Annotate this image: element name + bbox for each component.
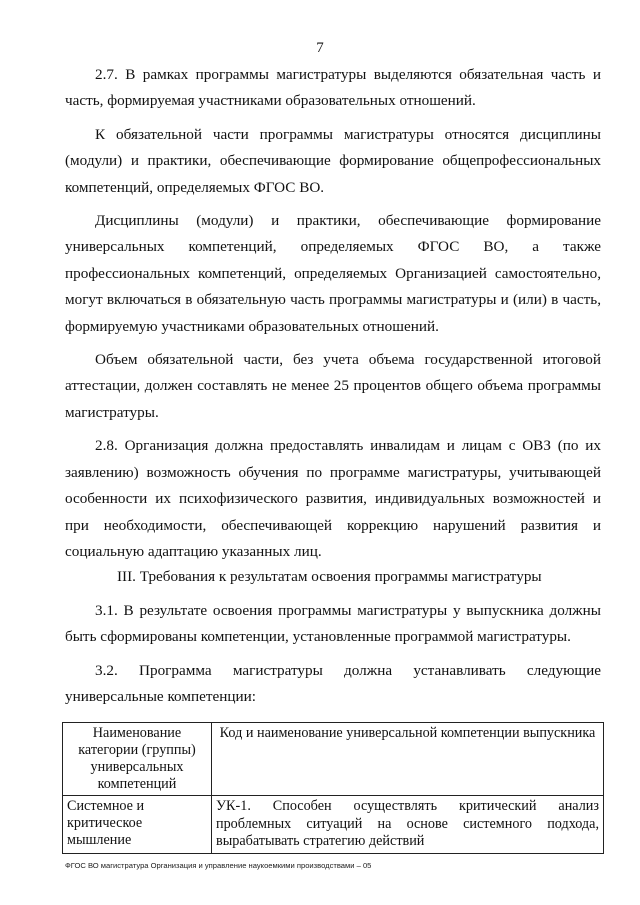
section-text: [65, 598, 601, 718]
header-competence: Код и наименование универсальной компетенции выпускника: [212, 723, 604, 796]
paragraph-disciplines: Дисциплины (модули) и практики, обеспечивающие формирование универсальных компетенций, определяемых ФГОС ВО, а также профессиональных компетенций, определяемых Организацией самостоятельно, могут включаться в обязательную часть программы магистратуры и (или) в часть, формируемую участниками образовательных отношений.: [65, 212, 601, 335]
paragraph-mandatory-part: К обязательной части программы магистратуры относятся дисциплины (модули) и практики, обеспечивающие формирование общепрофессиональных компетенций, определяемых ФГОС ВО.: [65, 125, 601, 196]
body-text: [65, 62, 601, 572]
table-row: [63, 796, 604, 854]
paragraph-2-8: 2.8. Организация должна предоставлять инвалидам и лицам с ОВЗ (по их заявлению) возможность обучения по программе магистратуры, учитывающей особенности их психофизического развития, индивидуальных возможностей и при необходимости, обеспечивающей коррекцию нарушений развития и социальную адаптацию указанных лиц.: [65, 437, 601, 560]
table-header-row: [63, 723, 604, 796]
row-competence: УК-1. Способен осуществлять критический анализ проблемных ситуаций на основе системного подхода, вырабатывать стратегию действий: [212, 796, 604, 854]
paragraph-2-7: 2.7. В рамках программы магистратуры выделяются обязательная часть и часть, формируемая участниками образовательных отношений.: [65, 66, 601, 110]
section-heading: III. Требования к результатам освоения программы магистратуры: [117, 568, 542, 585]
paragraph-3-1: 3.1. В результате освоения программы магистратуры у выпускника должны быть сформированы компетенции, установленные программой магистратуры.: [65, 602, 601, 646]
header-category: Наименование категории (группы) универсальных компетенций: [63, 723, 212, 796]
row-category: Системное и критическое мышление: [63, 796, 212, 854]
page-footer: ФГОС ВО магистратура Организация и управление наукоемкими производствами – 05: [65, 861, 372, 870]
paragraph-volume: Объем обязательной части, без учета объема государственной итоговой аттестации, должен составлять не менее 25 процентов общего объема программы магистратуры.: [65, 351, 601, 421]
competence-table: [62, 722, 604, 854]
page-number: 7: [316, 40, 324, 56]
paragraph-3-2: 3.2. Программа магистратуры должна устанавливать следующие универсальные компетенции:: [65, 661, 601, 706]
